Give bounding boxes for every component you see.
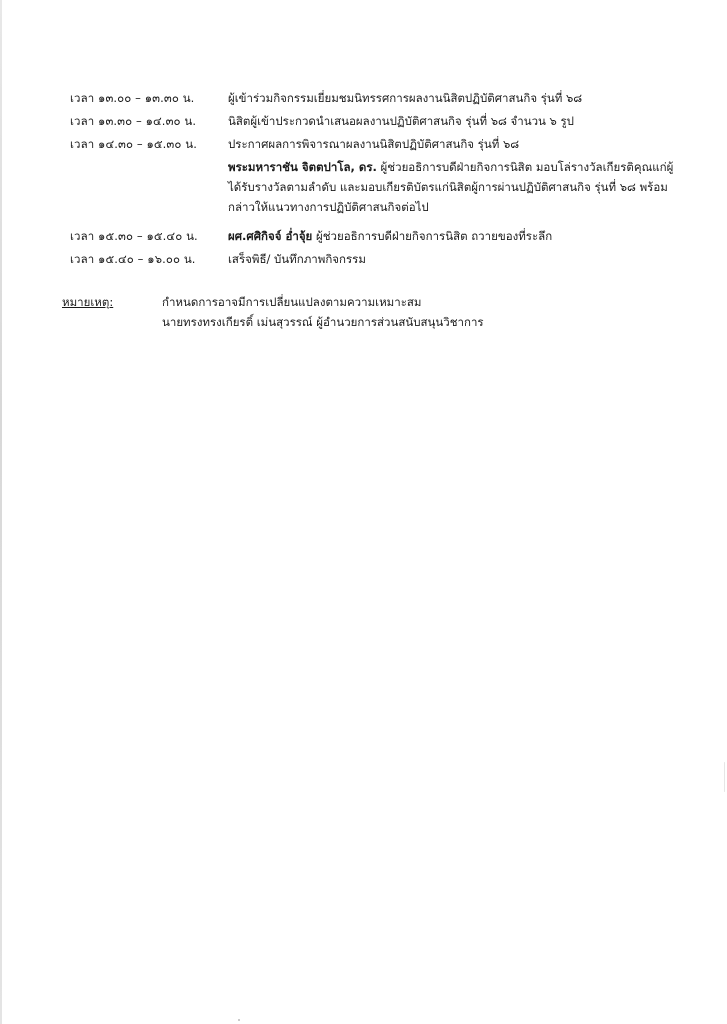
schedule-desc: นิสิตผู้เข้าประกวดนำเสนอผลงานปฏิบัติศาสนกิจ รุ่นที่ ๖๘ จำนวน ๖ รูป [228,114,574,128]
scan-speck [238,1019,240,1021]
schedule-desc-block [228,134,683,217]
schedule-desc: ผู้ช่วยอธิการบดีฝ่ายกิจการนิสิต ถวายของที่ระลึก [312,229,553,243]
note-line: กำหนดการอาจมีการเปลี่ยนแปลงตามความเหมาะสม [162,295,422,309]
scan-speck [724,762,725,792]
speaker-name: ผศ.ศศิกิจจ์ อ่ำจุ้ย [228,229,313,243]
schedule-time: เวลา ๑๓.๓๐ – ๑๔.๓๐ น. [70,114,197,128]
schedule-time: เวลา ๑๕.๔๐ – ๑๖.๐๐ น. [70,252,196,266]
schedule-desc: เสร็จพิธี/ บันทึกภาพกิจกรรม [228,252,366,266]
schedule-time: เวลา ๑๕.๓๐ – ๑๕.๔๐ น. [70,229,198,243]
speaker-role: ผู้ช่วยอธิการบดีฝ่ายกิจการนิสิต มอบโล่รางวัลเกียรติคุณแก่ผู้ [376,160,674,174]
schedule-time: เวลา ๑๔.๓๐ – ๑๕.๓๐ น. [70,137,197,151]
schedule-desc-line: กล่าวให้แนวทางการปฏิบัติศาสนกิจต่อไป [228,200,429,214]
schedule-desc-speaker-line [228,157,683,177]
speaker-name: พระมหาราชัน จิตตปาโล, ดร. [228,160,377,174]
schedule-time: เวลา ๑๓.๐๐ – ๑๓.๓๐ น. [70,91,195,105]
note-line: นายทรงทรงเกียรติ์ เม่นสุวรรณ์ ผู้อำนวยการส่วนสนับสนุนวิชาการ [162,315,484,329]
note-label: หมายเหตุ: [62,295,114,309]
schedule-desc: ประกาศผลการพิจารณาผลงานนิสิตปฏิบัติศาสนกิจ รุ่นที่ ๖๘ [228,137,520,151]
schedule-desc: ผู้เข้าร่วมกิจกรรมเยี่ยมชมนิทรรศการผลงานนิสิตปฏิบัติศาสนกิจ รุ่นที่ ๖๘ [228,91,583,105]
schedule-desc-line: ได้รับรางวัลตามลำดับ และมอบเกียรติบัตรแก่นิสิตผู้การผ่านปฏิบัติศาสนกิจ รุ่นที่ ๖๘ พร้อม [228,180,668,194]
scan-edge [0,0,2,1024]
note-block [162,292,484,332]
schedule-desc-line [228,226,683,246]
